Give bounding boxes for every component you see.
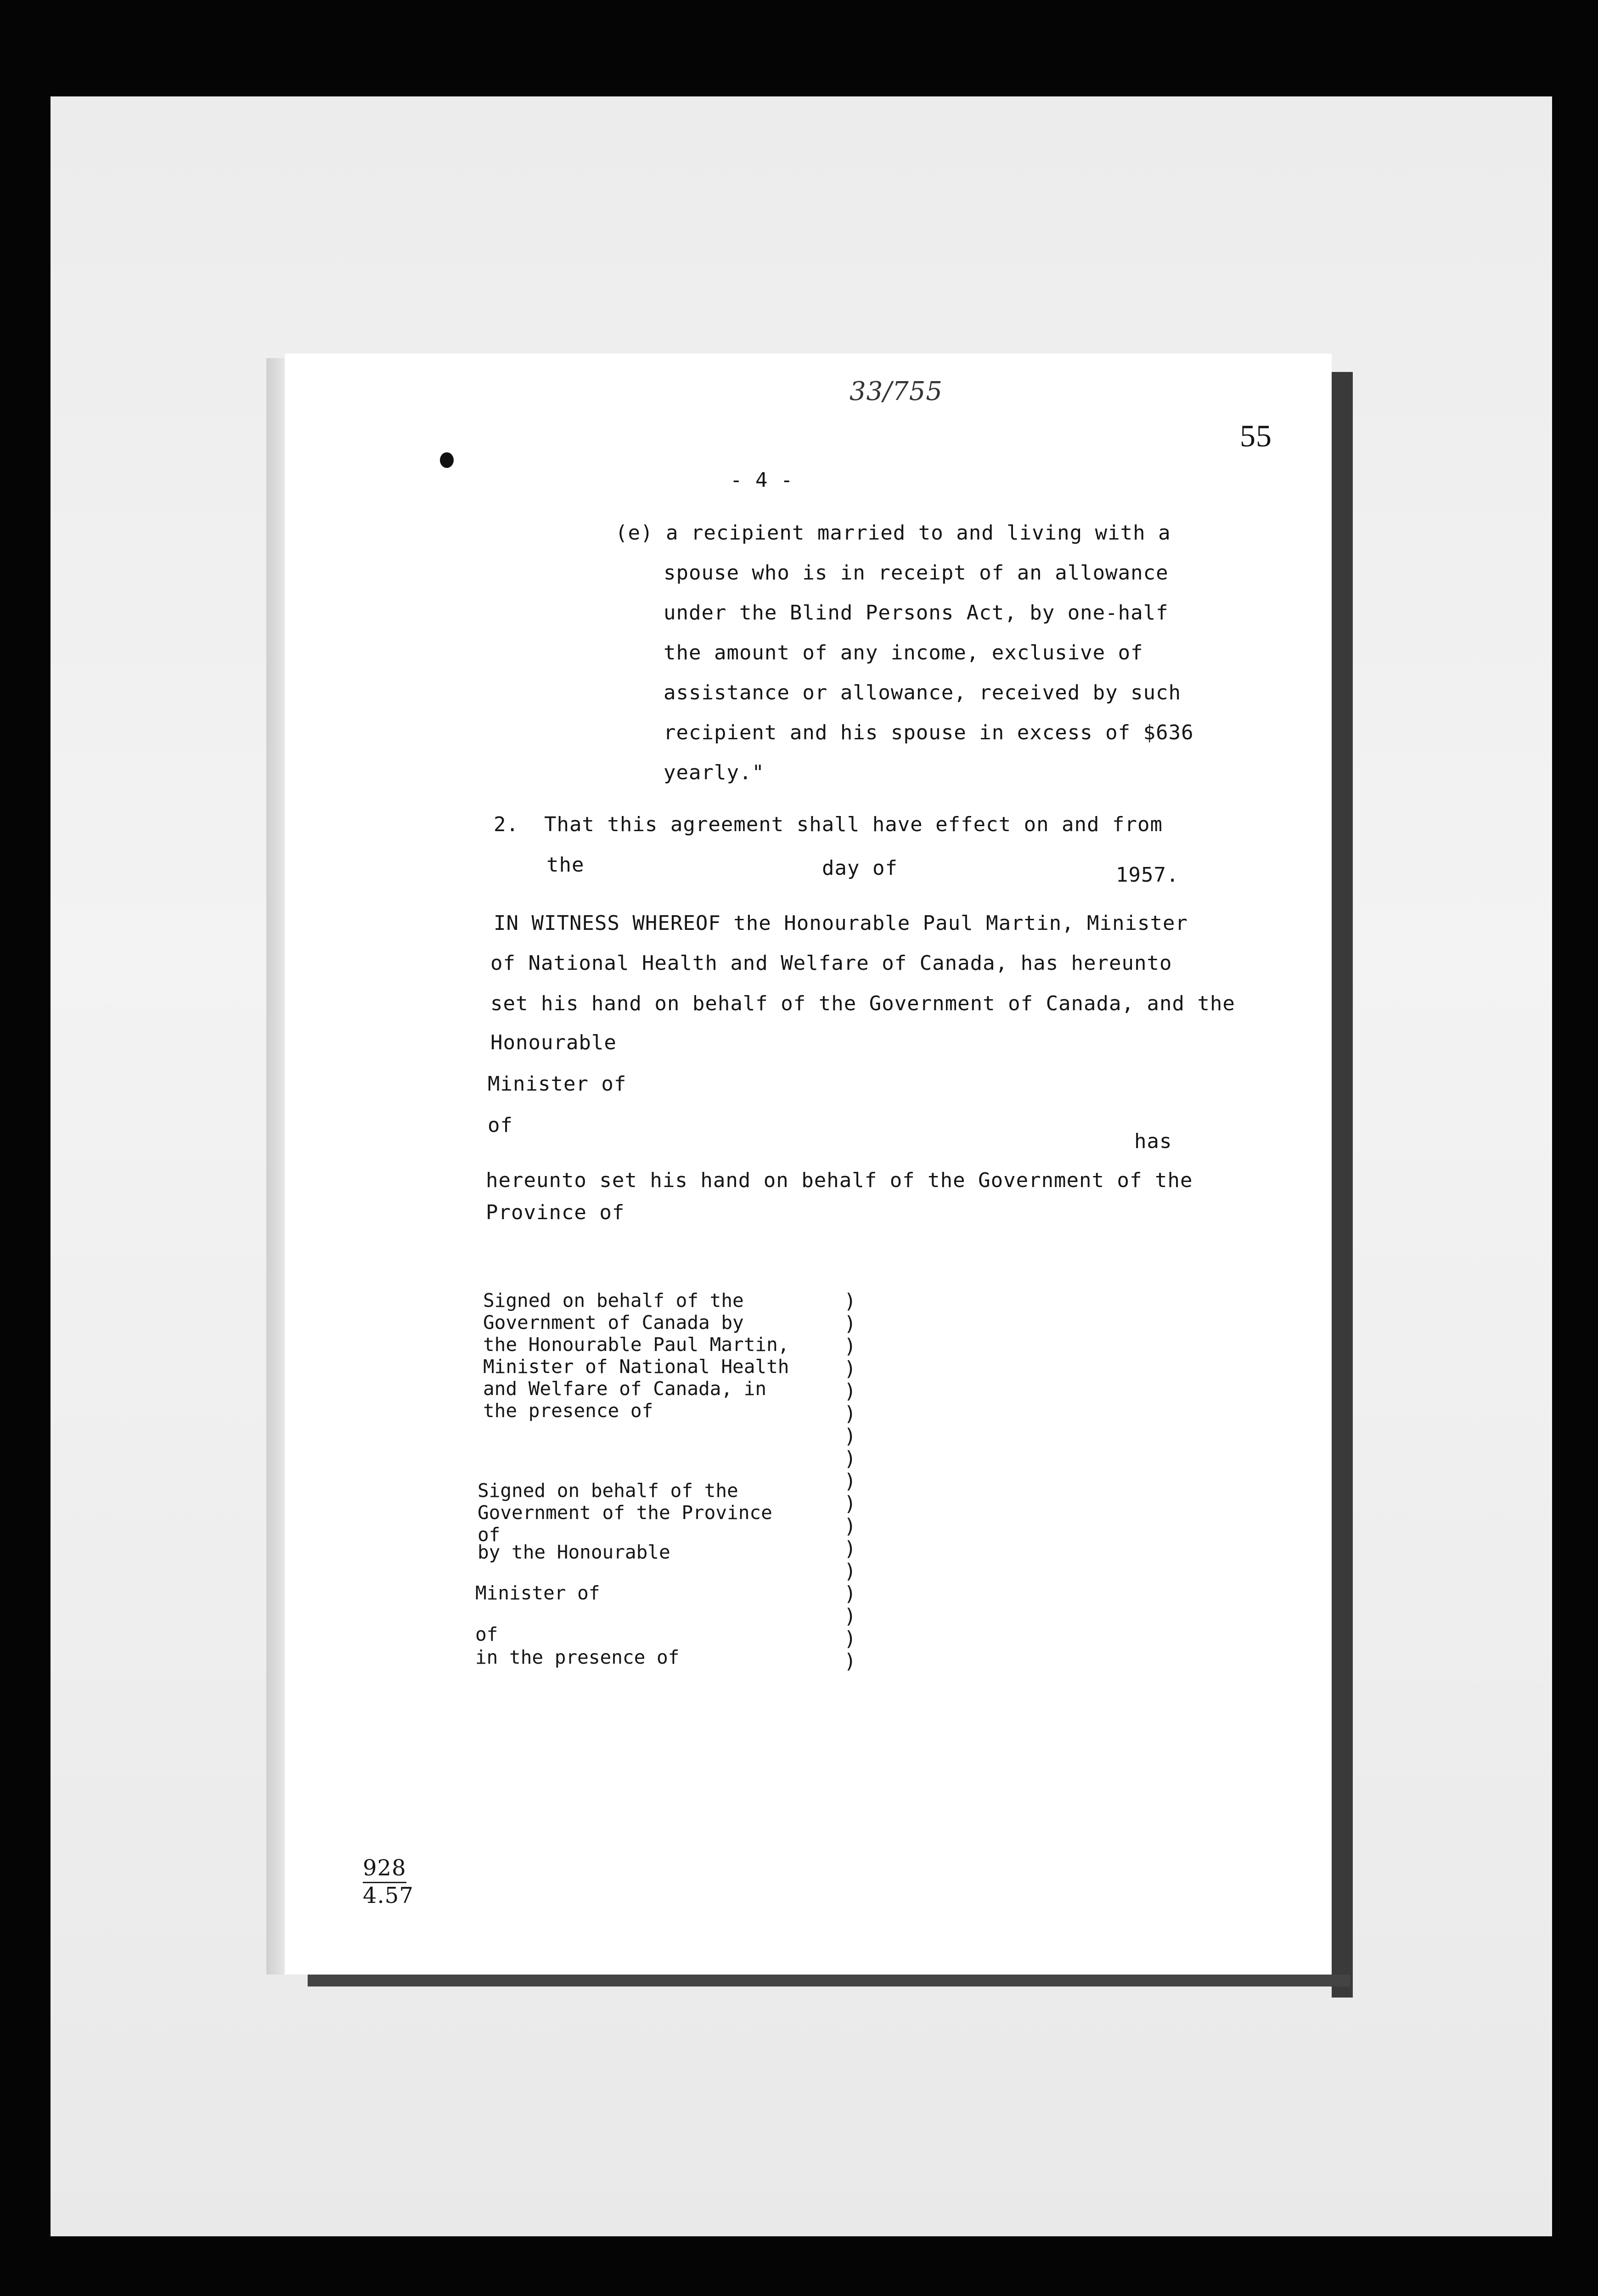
clause-2-the: the — [546, 853, 585, 877]
witness-line-2: of National Health and Welfare of Canada, has hereunto — [490, 951, 1172, 975]
clause-e-line-4: the amount of any income, exclusive of — [664, 641, 1143, 664]
page-shadow-bottom — [308, 1975, 1350, 1986]
clause-e-line-5: assistance or allowance, received by such — [664, 681, 1182, 704]
witness-line-4: Honourable — [490, 1031, 617, 1054]
clause-e-line-2: spouse who is in receipt of an allowance — [664, 561, 1169, 585]
clause-e-line-1: (e) a recipient married to and living with a — [615, 521, 1171, 545]
signature-province-minister: Minister of — [475, 1582, 600, 1604]
signature-canada-line-2: Government of Canada by — [483, 1311, 744, 1334]
witness-line-3: set his hand on behalf of the Government of Canada, and the — [490, 992, 1235, 1015]
witness-line-6: of — [488, 1114, 513, 1137]
clause-2-day-of: day of — [822, 856, 898, 880]
document-page — [285, 354, 1332, 1975]
clause-e-line-7: yearly." — [664, 761, 765, 784]
page-shadow-right — [1332, 372, 1353, 1998]
signature-canada-line-5: and Welfare of Canada, in — [483, 1378, 767, 1400]
signature-province-line-3: of — [478, 1524, 501, 1546]
signature-canada-line-4: Minister of National Health — [483, 1356, 789, 1378]
page-marker: - 4 - — [730, 468, 793, 492]
signature-canada-line-3: the Honourable Paul Martin, — [483, 1334, 789, 1356]
form-code-bottom: 4.57 — [363, 1883, 414, 1908]
witness-line-7: hereunto set his hand on behalf of the Government of the — [486, 1169, 1193, 1192]
signature-canada-line-6: the presence of — [483, 1400, 653, 1422]
punch-hole-mark — [440, 452, 454, 468]
form-code-top: 928 — [363, 1855, 406, 1881]
witness-line-1: IN WITNESS WHEREOF the Honourable Paul Martin, Minister — [494, 912, 1188, 935]
page-shadow-left — [266, 358, 285, 1975]
clause-2-line-1: 2. That this agreement shall have effect on and from — [494, 813, 1163, 836]
signature-province-line-1: Signed on behalf of the — [478, 1480, 738, 1502]
signature-canada-line-1: Signed on behalf of the — [483, 1289, 744, 1311]
clause-e-line-3: under the Blind Persons Act, by one-half — [664, 601, 1169, 625]
handwritten-reference: 33/755 — [850, 377, 943, 406]
signature-province-of: of — [475, 1623, 498, 1645]
witness-has: has — [1134, 1130, 1172, 1153]
witness-line-5: Minister of — [488, 1072, 627, 1096]
signature-province-line-2: Government of the Province — [478, 1502, 772, 1524]
witness-line-8: Province of — [486, 1201, 625, 1224]
clause-e-line-6: recipient and his spouse in excess of $636 — [664, 721, 1194, 744]
signature-province-line-4: by the Honourable — [478, 1541, 670, 1563]
signature-bracket-column: ) ) ) ) ) ) ) ) ) ) ) ) ) ) ) ) ) — [844, 1289, 856, 1673]
clause-2-year: 1957. — [1116, 863, 1179, 887]
page-number-stamp: 55 — [1240, 418, 1272, 453]
signature-province-presence: in the presence of — [475, 1646, 680, 1668]
